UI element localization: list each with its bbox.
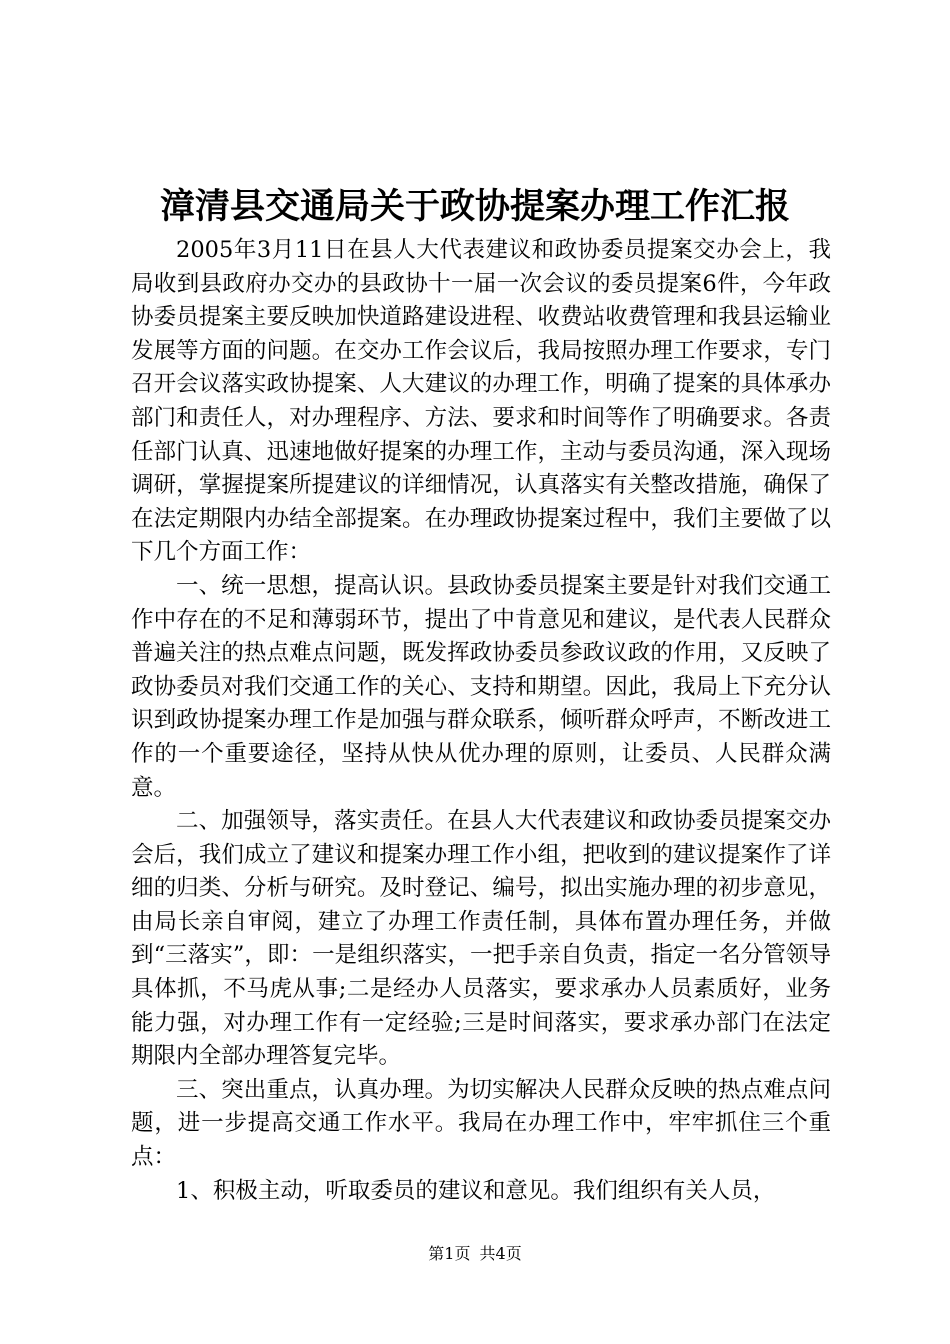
page-number: 第1页 xyxy=(428,1244,471,1263)
document-title: 漳清县交通局关于政协提案办理工作汇报 xyxy=(159,186,790,227)
paragraph-item-1: 1、积极主动，听取委员的建议和意见。我们组织有关人员， xyxy=(176,1177,776,1204)
paragraph-intro: 2005年3月11日在县人大代表建议和政协委员提案交办会上，我局收到县政府办交办的县政协十一届一次会议的委员提案6件，今年政协委员提案主要反映加快道路建设进程、收费站收费管理和我县运输业发展等方面的问题。在交办工作会议后，我局按照办理工作要求，专门召开会议落实政协提案、人大建议的办理工作，明确了提案的具体承办部门和责任人，对办理程序、方法、要求和时间等作了明确要求。各责任部门认真、迅速地做好提案的办理工作，主动与委员沟通，深入现场调研，掌握提案所提建议的详细情况，认真落实有关整改措施，确保了在法定期限内办结全部提案。在办理政协提案过程中，我们主要做了以下几个方面工作： xyxy=(131,237,831,566)
paragraph-section-2: 二、加强领导，落实责任。在县人大代表建议和政协委员提案交办会后，我们成立了建议和提案办理工作小组，把收到的建议提案作了详细的归类、分析与研究。及时登记、编号，拟出实施办理的初步意见，由局长亲自审阅，建立了办理工作责任制，具体布置办理任务，并做到“三落实”，即：一是组织落实，一把手亲自负责，指定一名分管领导具体抓，不马虎从事;二是经办人员落实，要求承办人员素质好，业务能力强，对办理工作有一定经验;三是时间落实，要求承办部门在法定期限内全部办理答复完毕。 xyxy=(131,808,831,1070)
paragraph-section-3: 三、突出重点，认真办理。为切实解决人民群众反映的热点难点问题，进一步提高交通工作水平。我局在办理工作中，牢牢抓住三个重点： xyxy=(131,1076,831,1171)
paragraph-section-1: 一、统一思想，提高认识。县政协委员提案主要是针对我们交通工作中存在的不足和薄弱环节，提出了中肯意见和建议，是代表人民群众普遍关注的热点难点问题，既发挥政协委员参政议政的作用，又反映了政协委员对我们交通工作的关心、支持和期望。因此，我局上下充分认识到政协提案办理工作是加强与群众联系，倾听群众呼声，不断改进工作的一个重要途径，坚持从快从优办理的原则，让委员、人民群众满意。 xyxy=(131,572,831,801)
page-footer xyxy=(0,1242,950,1266)
page-total: 共4页 xyxy=(479,1244,522,1263)
document-body xyxy=(131,234,831,1208)
